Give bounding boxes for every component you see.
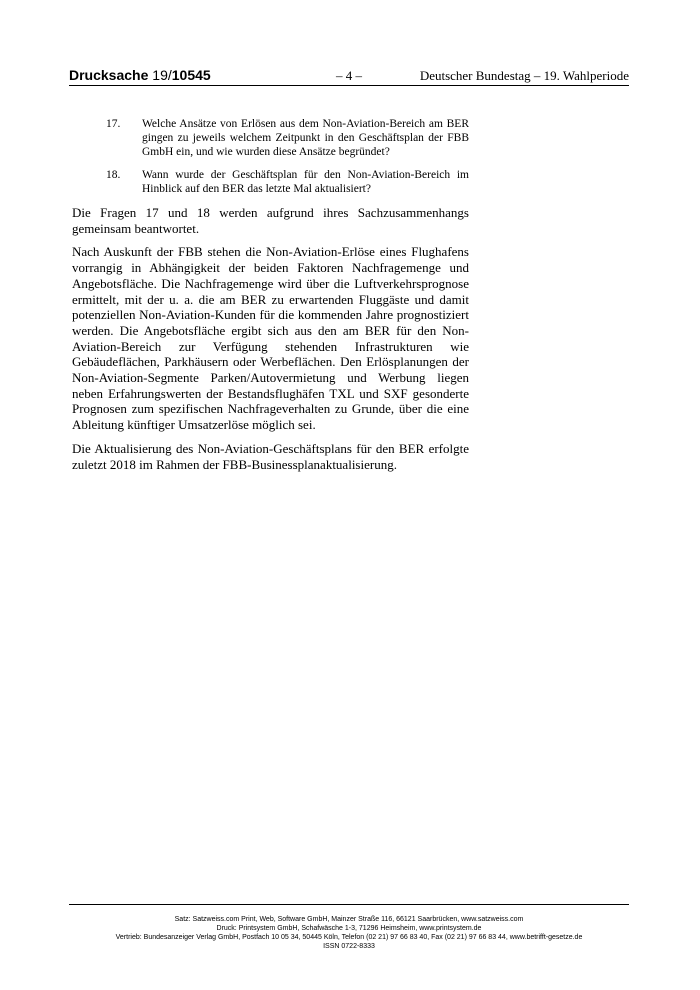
- question-text: Wann wurde der Geschäftsplan für den Non-Aviation-Bereich im Hinblick auf den BER das letzte Mal aktualisiert?: [142, 169, 469, 195]
- page-footer: [69, 915, 629, 951]
- footer-issn: ISSN 0722-8333: [323, 943, 375, 950]
- publisher-title: Deutscher Bundestag – 19. Wahlperiode: [419, 68, 629, 83]
- question-text: Welche Ansätze von Erlösen aus dem Non-Aviation-Bereich am BER gingen zu jeweils welchem Zeitpunkt in den Geschäftsplan der FBB GmbH ein, und wie wurden diese Ansätze begründet?: [142, 118, 469, 158]
- footer-printing: Druck: Printsystem GmbH, Schafwäsche 1-3, 71296 Heimsheim, www.printsystem.de: [216, 925, 482, 932]
- footer-divider: [69, 904, 629, 905]
- answer-paragraph: Die Aktualisierung des Non-Aviation-Geschäftsplans für den BER erfolgte zuletzt 2018 im Rahmen der FBB-Businessplanaktualisierung.: [72, 440, 469, 472]
- question-number: 18.: [106, 169, 121, 181]
- answer-paragraph: Nach Auskunft der FBB stehen die Non-Aviation-Erlöse eines Flughafens vorrangig in Abhängigkeit der beiden Faktoren Nachfragemenge und Angebotsfläche. Die Nachfragemenge wird über die Luftverkehrsprognose ermittelt, mit der u. a. die am BER zu erwartenden Fluggäste und damit potenziellen Non-Aviation-Kunden für die kommenden Jahre prognostiziert werden. Die Angebotsfläche ergibt sich aus den am BER für den Non-Aviation-Bereich zur Verfügung stehenden Infrastrukturen wie Gebäudeflächen, Parkhäusern oder Werbeflächen. Den Erlösplanungen der Non-Aviation-Segmente Parken/Autovermietung und Werbung liegen neben Erfahrungswerten der Bestandsflughäfen TXL und SXF gesonderte Prognosen zum spezifischen Nachfrageverhalten zu Grunde, über die eine Ableitung künftiger Umsatzerlöse möglich sei.: [72, 244, 469, 433]
- question-number: 17.: [106, 118, 121, 130]
- footer-typesetting: Satz: Satzweiss.com Print, Web, Software GmbH, Mainzer Straße 116, 66121 Saarbrücken, www.satzweiss.com: [174, 916, 524, 923]
- page-number: – 4 –: [336, 68, 362, 83]
- document-number-prefix: 19/: [152, 67, 172, 83]
- header-divider: [69, 85, 629, 86]
- page-header: [69, 67, 629, 87]
- answer-paragraph: Die Fragen 17 und 18 werden aufgrund ihres Sachzusammenhangs gemeinsam beantwortet.: [72, 205, 469, 236]
- page-body: [72, 117, 469, 480]
- document-label: Drucksache: [69, 67, 149, 83]
- document-number: [69, 67, 211, 83]
- question-item: [72, 168, 469, 196]
- document-number-main: 10545: [171, 67, 211, 83]
- footer-distribution: Vertrieb: Bundesanzeiger Verlag GmbH, Postfach 10 05 34, 50445 Köln, Telefon (02 21) 97 66 83 40, Fax (02 21) 97 66 83 44, www.betrifft-gesetze.de: [115, 934, 583, 941]
- question-item: [72, 117, 469, 159]
